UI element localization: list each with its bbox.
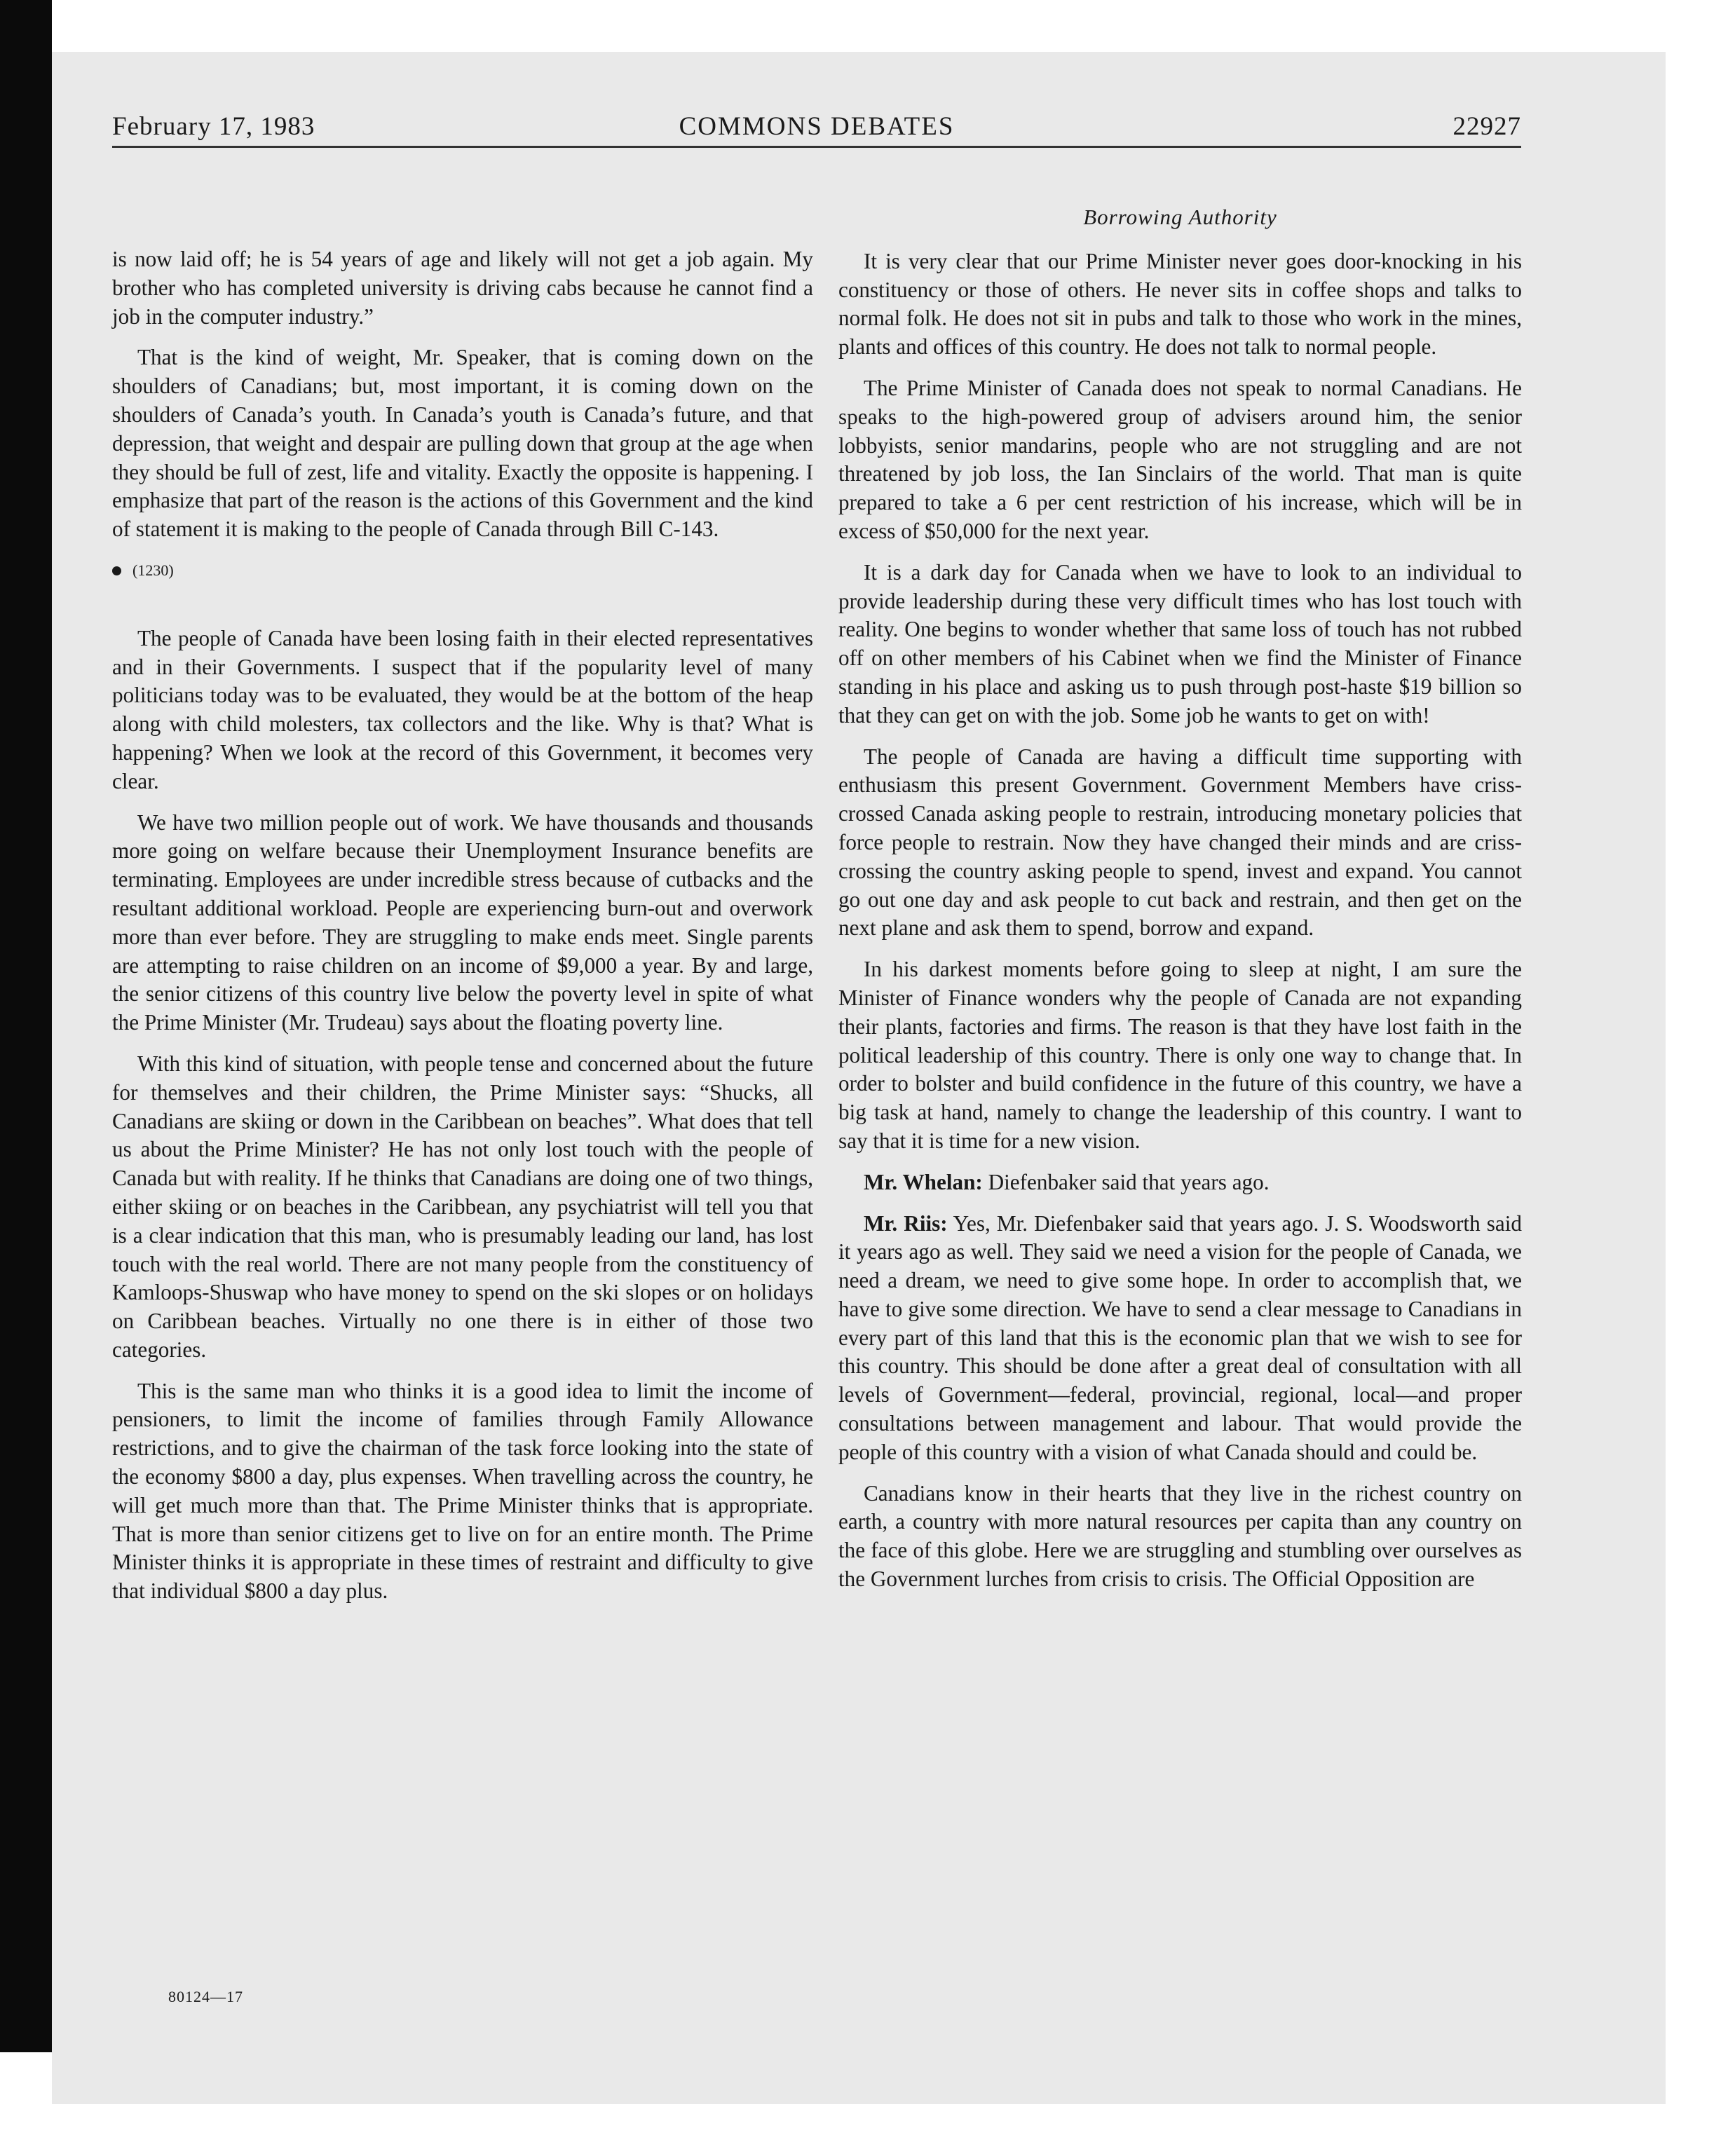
section-title: Borrowing Authority <box>1083 205 1277 229</box>
time-marker <box>112 557 813 585</box>
paragraph: The Prime Minister of Canada does not speak to normal Canadians. He speaks to the high-powered group of advisers around him, the senior lobbyists, senior mandarins, people who are not struggling and are not threatened by job loss, the Ian Sinclairs of the world. That man is quite prepared to take a 6 per cent restriction of his increase, which will be in excess of $50,000 for the next year. <box>838 375 1522 543</box>
right-column <box>838 203 1522 1606</box>
paragraph: We have two million people out of work. We have thousands and thousands more going on welfare because their Unemployment Insurance benefits are terminating. Employees are under incredible stress because of cutbacks and the resultant additional workload. People are experiencing burn-out and overwork more than ever before. They are struggling to make ends meet. Single parents are attempting to raise children on an income of $9,000 a year. By and large, the senior citizens of this country live below the poverty level in spite of what the Prime Minister (Mr. Trudeau) says about the floating poverty line. <box>112 810 813 1035</box>
paragraph: In his darkest moments before going to sleep at night, I am sure the Minister of Finance wonders why the people of Canada are not expanding their plants, factories and firms. The reason is that they have lost faith in the political leadership of this country. There is only one way to change that. In order to bolster and build confidence in the future of this country, we have a big task at hand, namely to change the leadership of this country. I want to say that it is time for a new vision. <box>838 957 1522 1153</box>
paragraph: That is the kind of weight, Mr. Speaker, that is coming down on the shoulders of Canadians; but, most important, it is coming down on the shoulders of Canada’s youth. In Canada’s youth is Canada’s future, and that depression, that weight and despair are pulling down that group at the age when they should be full of zest, life and vitality. Exactly the opposite is happening. I emphasize that part of the reason is the actions of this Government and the kind of statement it is making to the people of Canada through Bill C-143. <box>112 345 813 542</box>
paragraph: is now laid off; he is 54 years of age and likely will not get a job again. My brother who has completed university is driving cabs because he cannot find a job in the computer industry.” <box>112 247 813 329</box>
paragraph: It is a dark day for Canada when we have to look to an individual to provide leadership during these very difficult times who has lost touch with reality. One begins to wonder whether that same loss of touch has not rubbed off on other members of his Cabinet when we find the Minister of Finance standing in his place and asking us to push through post-haste $19 billion so that they can get on with the job. Some job he wants to get on with! <box>838 559 1522 728</box>
running-head <box>112 105 1521 148</box>
speaker-name: Mr. Riis: <box>864 1210 948 1236</box>
paragraph: This is the same man who thinks it is a good idea to limit the income of pensioners, to limit the income of families through Family Allowance restrictions, and to give the chairman of the task force looking into the state of the economy $800 a day, plus expenses. When travelling across the country, he will get much more than that. The Prime Minister thinks that is appropriate. That is more than senior citizens get to live on for an entire month. The Prime Minister thinks it is appropriate in these times of restraint and difficulty to give that individual $800 a day plus. <box>112 1378 813 1604</box>
paragraph: With this kind of situation, with people tense and concerned about the future for themselves and their children, the Prime Minister says: “Shucks, all Canadians are skiing or down in the Caribbean on beaches”. What does that tell us about the Prime Minister? He has not only lost touch with the people of Canada but with reality. If he thinks that Canadians are doing one of two things, either skiing or on beaches in the Caribbean, any psychiatrist will tell you that is a clear indication that this man, who is presumably leading our land, has lost touch with the real world. There are not many people from the constituency of Kamloops-Shuswap who have money to spend on the ski slopes or on holidays on Caribbean beaches. Virtually no one there is in either of those two categories. <box>112 1051 813 1362</box>
left-column <box>112 245 813 1618</box>
speech-text: Yes, Mr. Diefenbaker said that years ago. J. S. Woodsworth said it years ago as well. They said we need a vision for the people of Canada, we need a dream, we need to give some hope. In order to accomplish that, we have to give some direction. We have to send a clear message to Canadians in every part of this land that this is the economic plan that we wish to see for this country. This should be done after a great deal of consultation with all levels of Government—federal, provincial, regional, local—and proper consultations between management and labour. That would provide the people of this country with a vision of what Canada should and could be. <box>838 1210 1522 1464</box>
interjection <box>838 1168 1522 1197</box>
binding-edge <box>0 0 52 2052</box>
interjection <box>838 1210 1522 1467</box>
header-date: February 17, 1983 <box>112 112 315 141</box>
bullet-icon <box>112 566 121 575</box>
header-publication: COMMONS DEBATES <box>679 112 955 141</box>
paragraph: Canadians know in their hearts that they live in the richest country on earth, a country with more natural resources per capita than any country on the face of this globe. Here we are struggling and stumbling over ourselves as the Government lurches from crisis to crisis. The Official Opposition are <box>838 1480 1522 1592</box>
speaker-name: Mr. Whelan: <box>864 1169 983 1194</box>
paragraph: It is very clear that our Prime Minister never goes door-knocking in his constituency or those of others. He never sits in coffee shops and talks to normal folk. He does not sit in pubs and talk to those who work in the mines, plants and offices of this country. He does not talk to normal people. <box>838 248 1522 360</box>
printer-code: 80124—17 <box>168 1988 243 2005</box>
paragraph: The people of Canada have been losing faith in their elected representatives and in their Governments. I suspect that if the popularity level of many politicians today was to be evaluated, they would be at the bottom of the heap along with child molesters, tax collectors and the like. Why is that? What is happening? When we look at the record of this Government, it becomes very clear. <box>112 625 813 793</box>
time-marker-label: (1230) <box>132 561 174 579</box>
speech-text: Diefenbaker said that years ago. <box>982 1169 1270 1194</box>
paragraph: The people of Canada are having a difficult time supporting with enthusiasm this present Government. Government Members have criss-crossed Canada asking people to restrain, introducing monetary policies that force people to restrain. Now they have changed their minds and are criss-crossing the country asking people to spend, invest and expand. You cannot go out one day and ask people to cut back and restrain, and then get on the next plane and ask them to spend, borrow and expand. <box>838 744 1522 941</box>
header-page-number: 22927 <box>1452 112 1521 141</box>
